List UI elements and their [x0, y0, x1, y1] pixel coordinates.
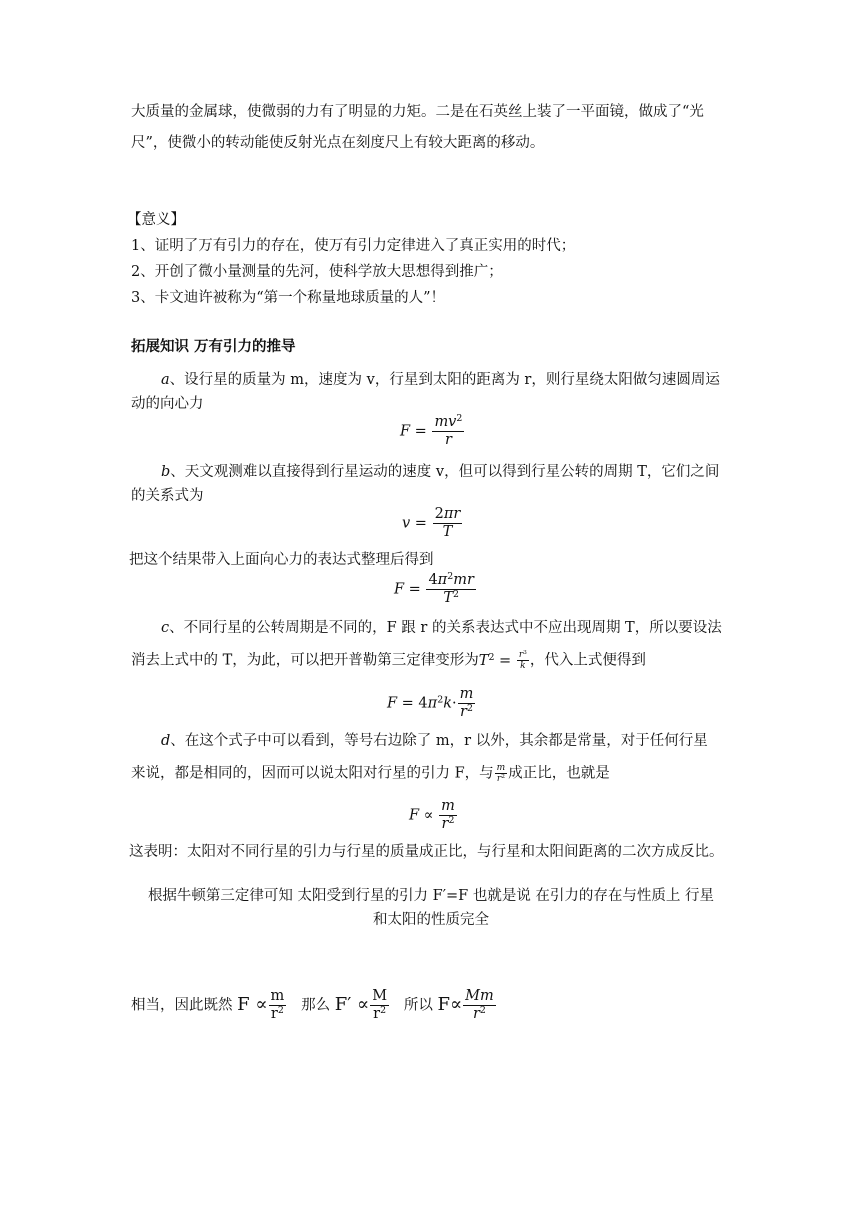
- text-span: 、在这个式子中可以看到，等号右边除了 m，r 以外，其余都是常量，对于任何行星: [170, 733, 708, 749]
- text-span: 所以: [403, 997, 433, 1014]
- list-item: 1、证明了万有引力的存在，使万有引力定律进入了真正实用的时代；: [131, 238, 576, 254]
- equation-centripetal: F = $\frac{mv^2}{r}$: [400, 412, 463, 448]
- text-span: 、不同行星的公转周期是不同的，F 跟 r 的关系表达式中不应出现周期 T，所以要设法: [169, 620, 722, 636]
- text-span: 消去上式中的 T，为此，可以把开普勒第三定律变形为: [131, 652, 479, 669]
- text-span: ，代入上式便得到: [529, 652, 646, 669]
- inline-fraction: $\frac{m}{r^2}$: [496, 763, 506, 784]
- text-span: 那么: [301, 997, 331, 1014]
- section-title: 拓展知识 万有引力的推导: [131, 338, 296, 355]
- text-line: 根据牛顿第三定律可知 太阳受到行星的引力 F′=F 也就是说 在引力的存在与性质上 行星: [147, 888, 715, 904]
- step-label: c: [161, 620, 170, 636]
- text-span: 相当，因此既然: [131, 997, 233, 1014]
- text-line: 大质量的金属球，使微弱的力有了明显的力矩。二是在石英丝上装了一平面镜，做成了“光: [131, 104, 704, 120]
- equation-final-3: F∝ $\frac{Mm}{r^2}$: [437, 988, 494, 1022]
- step-label: d: [161, 733, 171, 749]
- step-label: b: [161, 464, 171, 480]
- text-line: [161, 462, 719, 482]
- equation-proportional: F ∝ $\frac{m}{r^2}$: [409, 798, 455, 832]
- step-label: a: [161, 372, 170, 388]
- equation-velocity: v = $\frac{2\pi r}{T}$: [402, 506, 461, 540]
- text-line: [131, 650, 646, 671]
- equation-final-1: F ∝ $\frac{m}{r^2}$: [237, 988, 285, 1022]
- text-span: 、设行星的质量为 m，速度为 v，行星到太阳的距离为 r，则行星绕太阳做匀速圆周运: [169, 372, 720, 388]
- text-line: 动的向心力: [131, 396, 204, 412]
- equation-kepler: $T^2$ = $\frac{r^3}{k}$: [478, 649, 527, 671]
- text-span: 来说，都是相同的，因而可以说太阳对行星的引力 F，与: [131, 765, 494, 782]
- text-line: [161, 618, 722, 638]
- text-line: 和太阳的性质完全: [373, 912, 489, 928]
- text-line: [161, 370, 720, 390]
- text-span: 、天文观测难以直接得到行星运动的速度 v，但可以得到行星公转的周期 T，它们之间: [170, 464, 720, 480]
- equation-force-period: F = $\frac{4\pi^2mr}{T^2}$: [394, 570, 474, 606]
- text-span: 成正比，也就是: [508, 765, 610, 782]
- list-item: 2、开创了微小量测量的先河，使科学放大思想得到推广；: [131, 264, 503, 280]
- section-heading-significance: 【意义】: [127, 212, 185, 228]
- equation-final-2: F′ ∝ $\frac{M}{r^2}$: [334, 988, 388, 1022]
- text-line: 把这个结果带入上面向心力的表达式整理后得到: [129, 552, 434, 568]
- text-line: 这表明：太阳对不同行星的引力与行星的质量成正比，与行星和太阳间距离的二次方成反比。: [129, 844, 724, 860]
- text-line: 尺”，使微小的转动能使反射光点在刻度尺上有较大距离的移动。: [131, 135, 545, 151]
- text-line: [131, 763, 610, 784]
- text-line: [161, 731, 708, 751]
- text-line: [131, 988, 497, 1023]
- text-line: 的关系式为: [131, 488, 204, 504]
- equation-force-kepler: $F = 4\pi^2k\cdot$ $\frac{m}{r^2}$: [387, 686, 474, 720]
- list-item: 3、卡文迪许被称为“第一个称量地球质量的人”！: [131, 290, 446, 306]
